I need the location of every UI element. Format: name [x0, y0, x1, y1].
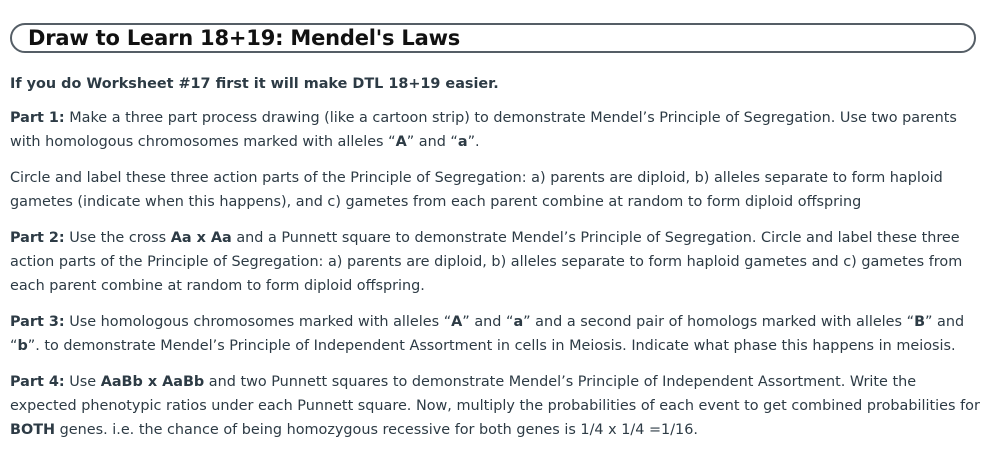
part3-text-d: ” and “ — [10, 314, 965, 354]
part4-text-a: Use — [64, 374, 101, 390]
part3-allele-A: A — [451, 314, 463, 330]
part3-label: Part 3: — [10, 314, 65, 330]
part4-text-b: and two Punnett squares to demonstrate Mendel’s Principle of Independent Assortment. Write the expected phenotypic ratios under each Punnett square. Now, multiply the probabilities of each event to get combined probabilities for — [10, 374, 980, 414]
part4-paragraph — [10, 370, 982, 442]
part1-text-b: ” and “ — [406, 134, 458, 150]
page-title: Draw to Learn 18+19: Mendel's Laws — [28, 26, 461, 50]
part1-allele-lower: a — [457, 134, 468, 150]
lead-note: If you do Worksheet #17 first it will make DTL 18+19 easier. — [10, 76, 499, 92]
part3-text-c: ” and a second pair of homologs marked with alleles “ — [523, 314, 915, 330]
part3-text-e: ”. to demonstrate Mendel’s Principle of Independent Assortment in cells in Meiosis. Indicate what phase this happens in meiosis. — [27, 338, 956, 354]
part2-cross: Aa x Aa — [170, 230, 232, 246]
title-box — [10, 23, 976, 53]
part3-text-b: ” and “ — [462, 314, 514, 330]
part1-paragraph — [10, 106, 982, 154]
part1-text-c: ”. — [467, 134, 480, 150]
part3-allele-b: b — [17, 338, 28, 354]
part2-paragraph — [10, 226, 982, 298]
part3-text-a: Use homologous chromosomes marked with alleles “ — [64, 314, 452, 330]
part3-allele-a: a — [513, 314, 524, 330]
part4-both: BOTH — [10, 422, 56, 438]
part4-text-c: genes. i.e. the chance of being homozygous recessive for both genes is 1/4 x 1/4 =1/16. — [55, 422, 698, 438]
part4-cross: AaBb x AaBb — [100, 374, 205, 390]
part2-text-b: and a Punnett square to demonstrate Mendel’s Principle of Segregation. Circle and label these three action parts of the Principle of Segregation: a) parents are diploid, b) alleles separate to form haploid gametes and c) gametes from each parent combine at random to form diploid offspring. — [10, 230, 963, 294]
part1-text-a: Make a three part process drawing (like a cartoon strip) to demonstrate Mendel’s Principle of Segregation. Use two parents with homologous chromosomes marked with alleles “ — [10, 110, 957, 150]
part2-text-a: Use the cross — [64, 230, 171, 246]
part1-followup: Circle and label these three action parts of the Principle of Segregation: a) parents are diploid, b) alleles separate to form haploid gametes (indicate when this happens), and c) gametes from each parent combine at random to form diploid offspring — [10, 170, 943, 210]
assignment-content — [10, 72, 982, 454]
part4-label: Part 4: — [10, 374, 65, 390]
part1-allele-upper: A — [395, 134, 407, 150]
part3-allele-B: B — [914, 314, 926, 330]
part1-label: Part 1: — [10, 110, 65, 126]
part2-label: Part 2: — [10, 230, 65, 246]
part3-paragraph — [10, 310, 982, 358]
